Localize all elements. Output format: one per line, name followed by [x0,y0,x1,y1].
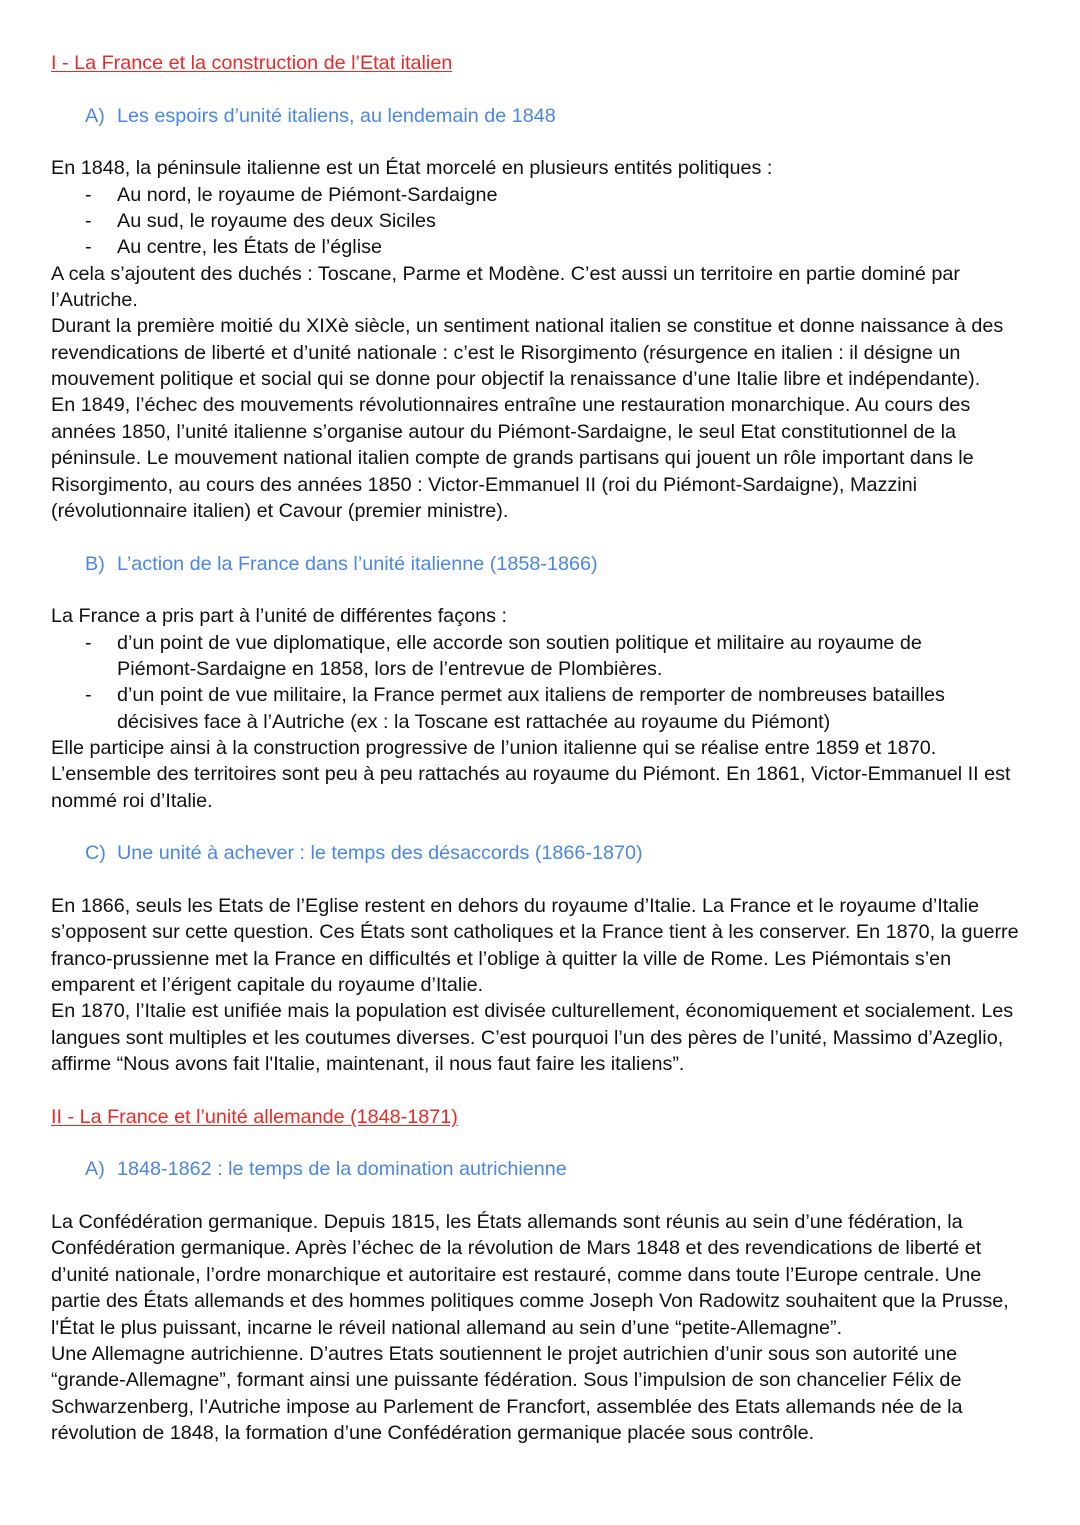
paragraph [0,735,1080,814]
blank-line [0,76,1080,102]
subsection-marker: A) [85,1158,105,1181]
paragraph-line: La France a pris part à l’unité de différentes façons : [51,605,507,628]
blank-line [0,867,1080,893]
paragraph-line: péninsule. Le mouvement national italien compte de grands partisans qui jouent un rôle important dans le [51,447,974,470]
bullet-text-continued: décisives face à l’Autriche (ex : la Toscane est rattachée au royaume du Piémont) [117,710,831,733]
bullet-item [0,682,1080,708]
bullet-text: Au nord, le royaume de Piémont-Sardaigne [117,183,498,206]
bullet-marker: - [85,236,92,259]
subsection-heading [0,103,1080,129]
paragraph-line: Schwarzenberg, l’Autriche impose au Parlement de Francfort, assemblée des Etats allemands née de la [51,1395,963,1418]
subsection-marker: B) [85,552,105,575]
bullet-text-continued: Piémont-Sardaigne en 1858, lors de l’entrevue de Plombières. [117,657,663,680]
paragraph-line: “grande-Allemagne”, formant ainsi une puissante fédération. Sous l’impulsion de son chancelier Félix de [51,1369,962,1392]
paragraph-line: En 1849, l’échec des mouvements révolutionnaires entraîne une restauration monarchique. Au cours des [51,394,971,417]
paragraph-line: Confédération germanique. Après l’échec de la révolution de Mars 1848 et des revendications de liberté et [51,1237,982,1260]
paragraph [0,313,1080,392]
bullet-marker: - [85,684,92,707]
paragraph-line: s’opposent sur cette question. Ces États sont catholiques et la France tient à les conserver. En 1870, la guerre [51,921,1019,944]
bullet-item [0,208,1080,234]
subsection-title: L’action de la France dans l’unité italienne (1858-1866) [117,552,598,575]
paragraph-line: révolution de 1848, la formation d’une Confédération germanique placée sous contrôle. [51,1421,815,1444]
blank-line [0,1183,1080,1209]
paragraph-line: nommé roi d’Italie. [51,789,213,812]
section-title: II - La France et l’unité allemande (1848-1871) [51,1105,458,1128]
section-1 [0,50,1080,1104]
blank-line [0,524,1080,550]
bullet-text: d’un point de vue militaire, la France permet aux italiens de remporter de nombreuses batailles [117,684,945,707]
bullet-text: Au centre, les États de l’église [117,236,382,259]
subsection-1a [0,103,1080,525]
section-title: I - La France et la construction de l’Etat italien [51,52,453,74]
subsection-heading [0,551,1080,577]
bullet-item [0,182,1080,208]
subsection-1c [0,840,1080,1077]
bullet-item [0,630,1080,656]
paragraph [0,261,1080,314]
blank-line [0,129,1080,155]
paragraph-line: En 1866, seuls les Etats de l’Eglise restent en dehors du royaume d’Italie. La France et le royaume d’Italie [51,895,980,917]
paragraph-line: Risorgimento, au cours des années 1850 : Victor-Emmanuel II (roi du Piémont-Sardaigne), Mazzini [51,473,918,496]
paragraph-line: franco-prussienne met la France en difficultés et l’oblige à quitter la ville de Rome. Les Piémontais s’en [51,947,952,970]
paragraph [0,392,1080,524]
paragraph-line: emparent et l’érigent capitale du royaume d’Italie. [51,974,484,997]
paragraph-line: l’Autriche. [51,289,138,312]
paragraph-line: mouvement politique et social qui se donne pour objectif la renaissance d’une Italie libre et indépendante). [51,368,981,391]
bullet-list [0,182,1080,261]
paragraph-line: En 1870, l’Italie est unifiée mais la population est divisée culturellement, économiquement et socialement. Les [51,1000,1014,1023]
bullet-marker: - [85,631,92,654]
bullet-text: d’un point de vue diplomatique, elle accorde son soutien politique et militaire au royaume de [117,631,922,654]
subsection-marker: C) [85,842,106,865]
bullet-list [0,630,1080,735]
paragraph-line: langues sont multiples et les coutumes diverses. C’est pourquoi l’un des pères de l’unité, Massimo d’Azeglio, [51,1026,1004,1049]
bullet-marker: - [85,210,92,233]
paragraph-line: Elle participe ainsi à la construction progressive de l’union italienne qui se réalise entre 1859 et 1870. [51,736,937,759]
subsection-1b [0,551,1080,814]
paragraph-line: (révolutionnaire italien) et Cavour (premier ministre). [51,499,509,522]
paragraph-line: affirme “Nous avons fait l'Italie, maintenant, il nous faut faire les italiens”. [51,1053,685,1076]
blank-line [0,1130,1080,1156]
paragraph-line: revendications de liberté et d’unité nationale : c’est le Risorgimento (résurgence en italien : il désigne un [51,341,961,364]
paragraph [0,1209,1080,1341]
subsection-heading [0,840,1080,866]
paragraph-line: l'État le plus puissant, incarne le réveil national allemand au sein d’une “petite-Allemagne”. [51,1316,843,1339]
paragraph-line: L’ensemble des territoires sont peu à peu rattachés au royaume du Piémont. En 1861, Victor-Emmanuel II est [51,763,1011,786]
bullet-item [0,234,1080,260]
paragraph-line: partie des États allemands et des hommes politiques comme Joseph Von Radowitz souhaitent que la Prusse, [51,1290,1009,1313]
section-2 [0,1104,1080,1446]
paragraph-line: d’unité nationale, l’ordre monarchique et autoritaire est restauré, comme dans toute l’Europe centrale. Une [51,1263,982,1286]
subsection-2a [0,1156,1080,1446]
bullet-marker: - [85,183,92,206]
paragraph [0,998,1080,1077]
subsection-title: Les espoirs d’unité italiens, au lendemain de 1848 [117,104,556,127]
subsection-heading [0,1156,1080,1182]
subsection-title: Une unité à achever : le temps des désaccords (1866-1870) [117,842,643,865]
paragraph-line: A cela s’ajoutent des duchés : Toscane, Parme et Modène. C’est aussi un territoire en partie dominé par [51,262,960,285]
blank-line [0,814,1080,840]
paragraph-line: années 1850, l’unité italienne s’organise autour du Piémont-Sardaigne, le seul Etat constitutionnel de la [51,420,957,443]
subsection-title: 1848-1862 : le temps de la domination autrichienne [117,1158,567,1181]
blank-line [0,577,1080,603]
paragraph [0,1341,1080,1446]
paragraph-line: La Confédération germanique. Depuis 1815, les États allemands sont réunis au sein d’une fédération, la [51,1211,963,1234]
paragraph-line: Une Allemagne autrichienne. D’autres Etats soutiennent le projet autrichien d’unir sous son autorité une [51,1342,958,1365]
subsection-marker: A) [85,104,105,127]
blank-line [0,1077,1080,1103]
paragraph-line: En 1848, la péninsule italienne est un État morcelé en plusieurs entités politiques : [51,157,773,180]
paragraph-line: Durant la première moitié du XIXè siècle, un sentiment national italien se constitue et donne naissance à des [51,315,1004,338]
paragraph [0,893,1080,998]
bullet-text: Au sud, le royaume des deux Siciles [117,210,436,233]
